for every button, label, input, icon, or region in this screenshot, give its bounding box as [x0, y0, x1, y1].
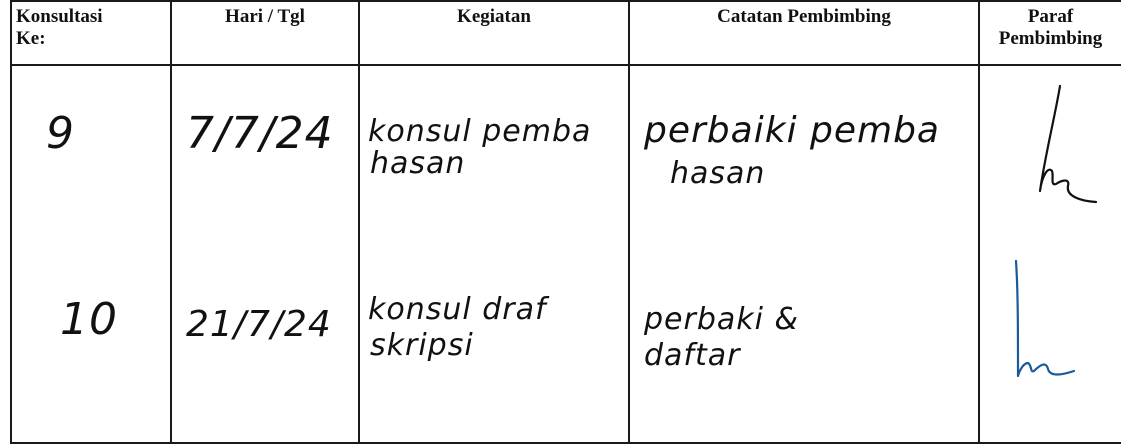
header-paraf-line2: Pembimbing [998, 28, 1103, 49]
row2-catatan-line2: daftar [644, 338, 741, 373]
header-konsultasi [11, 1, 171, 65]
header-kegiatan: Kegiatan [359, 1, 629, 65]
signature-mark-1 [1000, 66, 1120, 216]
header-konsultasi-line1: Konsultasi [16, 6, 103, 27]
signature-mark-2 [1000, 251, 1120, 401]
cell-paraf [979, 65, 1121, 443]
cell-kegiatan [359, 65, 629, 443]
header-konsultasi-line2: Ke: [16, 28, 46, 49]
header-paraf [979, 1, 1121, 65]
consultation-table [10, 0, 1121, 444]
row1-number: 9 [46, 108, 75, 159]
header-paraf-line1: Paraf [1027, 6, 1074, 27]
row1-date: 7/7/24 [186, 108, 334, 159]
row1-catatan-line2: hasan [670, 156, 766, 191]
row2-kegiatan-line1: konsul draf [368, 292, 547, 327]
cell-hari-tgl [171, 65, 359, 443]
row1-kegiatan-line1: konsul pemba [368, 114, 592, 149]
header-hari-tgl: Hari / Tgl [171, 1, 359, 65]
row2-catatan-line1: perbaki & [644, 302, 799, 337]
row1-catatan-line1: perbaiki pemba [644, 110, 940, 151]
row1-kegiatan-line2: hasan [370, 146, 466, 181]
header-catatan: Catatan Pembimbing [629, 1, 979, 65]
row2-kegiatan-line2: skripsi [370, 328, 474, 363]
cell-konsultasi [11, 65, 171, 443]
cell-catatan [629, 65, 979, 443]
row2-number: 10 [60, 294, 118, 345]
row2-date: 21/7/24 [186, 304, 332, 345]
table-row [11, 65, 1121, 443]
header-row [11, 1, 1121, 65]
